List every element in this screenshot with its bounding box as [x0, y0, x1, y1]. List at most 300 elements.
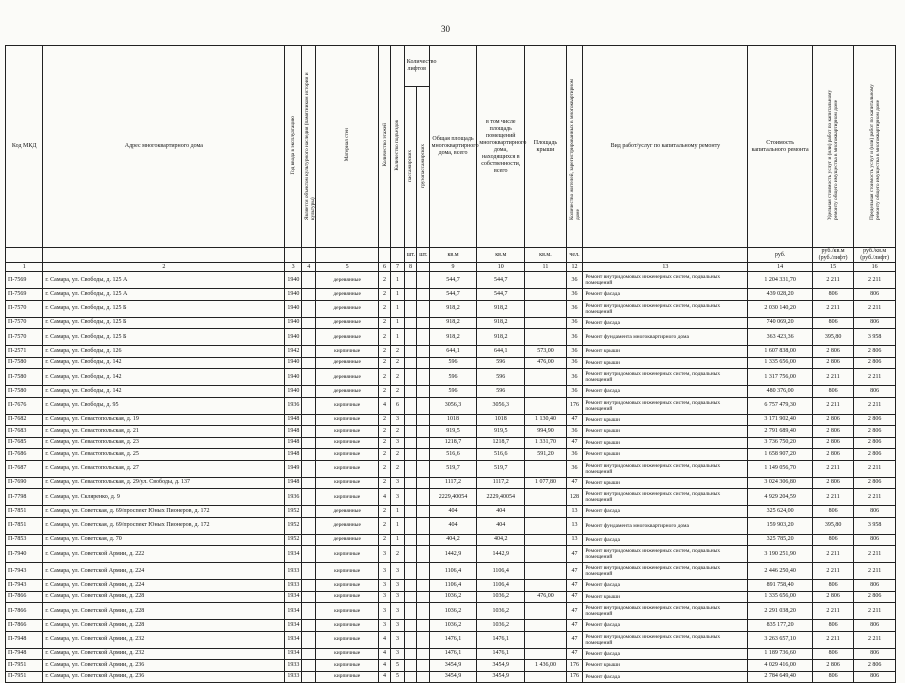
lifts-cargo-cell: [417, 369, 429, 386]
entrances-cell: 1: [391, 317, 405, 329]
lifts-pass-cell: [404, 591, 416, 603]
heritage-cell: [301, 460, 316, 477]
lifts-pass-cell: [404, 648, 416, 660]
residents-cell: 47: [566, 620, 583, 632]
area-total-cell: 1106,4: [429, 580, 477, 592]
table-row: [6, 620, 896, 632]
col-lifts-header: Количество лифтов: [404, 46, 429, 87]
col-lifts-cargo-header: грузопассажирских: [419, 143, 426, 188]
work-cell: Ремонт внутридомовых инженерных систем, подвальных помещений: [583, 397, 748, 414]
floors-cell: 3: [378, 620, 390, 632]
lifts-cargo-cell: [417, 460, 429, 477]
area-total-cell: 516,6: [429, 449, 477, 461]
heritage-cell: [301, 300, 316, 317]
limit-cost-cell: 2 211: [854, 460, 896, 477]
unit-cost-cell: 2 211: [812, 546, 854, 563]
year-cell: 1940: [285, 369, 302, 386]
col-area-owned-header: в том числе площадь помещений многоквартирного дома, находящихся в собственности, всего: [477, 46, 525, 248]
area-owned-cell: 1476,1: [477, 631, 525, 648]
table-row: [6, 517, 896, 534]
unit-cost-cell: 395,80: [812, 329, 854, 346]
lifts-cargo-cell: [417, 660, 429, 672]
residents-cell: 13: [566, 534, 583, 546]
area-owned-cell: 918,2: [477, 317, 525, 329]
column-number: 14: [748, 263, 812, 272]
heritage-cell: [301, 426, 316, 438]
table-row: [6, 489, 896, 506]
roof-cell: 591,20: [525, 449, 567, 461]
unit-cost-cell: 2 211: [812, 603, 854, 620]
area-owned-cell: 404: [477, 517, 525, 534]
heritage-cell: [301, 506, 316, 518]
address-cell: г. Самара, ул. Свободы, д. 142: [43, 386, 285, 398]
area-total-cell: 644,1: [429, 346, 477, 358]
limit-cost-cell: 2 211: [854, 397, 896, 414]
roof-cell: [525, 289, 567, 301]
limit-cost-cell: 806: [854, 580, 896, 592]
lifts-pass-cell: [404, 289, 416, 301]
year-cell: 1933: [285, 671, 302, 683]
address-cell: г. Самара, ул. Советской Армии, д. 236: [43, 660, 285, 672]
lifts-cargo-cell: [417, 477, 429, 489]
area-owned-cell: 644,1: [477, 346, 525, 358]
table-row: [6, 272, 896, 289]
area-owned-cell: 1106,4: [477, 563, 525, 580]
cost-cell: 1 189 736,60: [748, 648, 812, 660]
code-cell: П-7682: [6, 414, 43, 426]
code-cell: П-7866: [6, 620, 43, 632]
lifts-cargo-cell: [417, 603, 429, 620]
code-cell: П-7951: [6, 671, 43, 683]
lifts-pass-cell: [404, 620, 416, 632]
table-row: [6, 426, 896, 438]
address-cell: г. Самара, ул. Советской Армии, д. 228: [43, 591, 285, 603]
area-total-cell: 1036,2: [429, 603, 477, 620]
area-total-cell: 1018: [429, 414, 477, 426]
address-cell: г. Самара, ул. Советская, д. 70: [43, 534, 285, 546]
address-cell: г. Самара, ул. Советской Армии, д. 222: [43, 546, 285, 563]
lifts-pass-cell: [404, 386, 416, 398]
work-cell: Ремонт фундамента многоквартирного дома: [583, 329, 748, 346]
work-cell: Ремонт фасада: [583, 317, 748, 329]
residents-cell: 36: [566, 317, 583, 329]
heritage-cell: [301, 414, 316, 426]
code-cell: П-7570: [6, 329, 43, 346]
cost-cell: 4 029 416,00: [748, 660, 812, 672]
entrances-cell: 2: [391, 346, 405, 358]
limit-cost-cell: 806: [854, 534, 896, 546]
residents-cell: 47: [566, 603, 583, 620]
unit-cost-cell: 2 806: [812, 357, 854, 369]
year-cell: 1936: [285, 397, 302, 414]
limit-cost-cell: 806: [854, 620, 896, 632]
heritage-cell: [301, 449, 316, 461]
material-cell: кирпичные: [316, 603, 378, 620]
entrances-cell: 5: [391, 660, 405, 672]
lifts-cargo-cell: [417, 437, 429, 449]
unit-cost-cell: 2 211: [812, 631, 854, 648]
address-cell: г. Самара, ул. Севастопольская, д. 25: [43, 449, 285, 461]
area-total-cell: 596: [429, 386, 477, 398]
area-total-cell: 519,7: [429, 460, 477, 477]
area-total-cell: 918,2: [429, 317, 477, 329]
limit-cost-cell: 2 806: [854, 414, 896, 426]
lifts-cargo-cell: [417, 546, 429, 563]
cost-cell: 1 204 331,70: [748, 272, 812, 289]
residents-cell: 47: [566, 591, 583, 603]
column-number: 12: [566, 263, 583, 272]
area-total-cell: 1476,1: [429, 631, 477, 648]
unit-area-owned: кв.м: [477, 248, 525, 263]
lifts-pass-cell: [404, 671, 416, 683]
area-total-cell: 3454,9: [429, 660, 477, 672]
address-cell: г. Самара, ул. Севастопольская, д. 21: [43, 426, 285, 438]
column-number: 11: [525, 263, 567, 272]
table-row: [6, 506, 896, 518]
floors-cell: 4: [378, 489, 390, 506]
cost-cell: 363 423,36: [748, 329, 812, 346]
area-owned-cell: 1218,7: [477, 437, 525, 449]
code-cell: П-7580: [6, 357, 43, 369]
cost-cell: 2 446 250,40: [748, 563, 812, 580]
code-cell: П-7580: [6, 369, 43, 386]
unit-cost-cell: 806: [812, 317, 854, 329]
limit-cost-cell: 3 958: [854, 329, 896, 346]
year-cell: 1934: [285, 591, 302, 603]
heritage-cell: [301, 369, 316, 386]
material-cell: деревянные: [316, 357, 378, 369]
address-cell: г. Самара, ул. Советской Армии, д. 224: [43, 563, 285, 580]
limit-cost-cell: 2 806: [854, 357, 896, 369]
heritage-cell: [301, 289, 316, 301]
lifts-cargo-cell: [417, 289, 429, 301]
roof-cell: [525, 671, 567, 683]
address-cell: г. Самара, ул. Севастопольская, д. 29/ул. Свободы, д. 137: [43, 477, 285, 489]
unit-lifts-cargo: шт.: [417, 248, 429, 263]
table-body: [6, 272, 896, 683]
floors-cell: 2: [378, 317, 390, 329]
entrances-cell: 3: [391, 477, 405, 489]
residents-cell: 36: [566, 460, 583, 477]
lifts-pass-cell: [404, 397, 416, 414]
work-cell: Ремонт крыши: [583, 426, 748, 438]
area-total-cell: 2229,40054: [429, 489, 477, 506]
residents-cell: 36: [566, 329, 583, 346]
unit-cost-cell: 806: [812, 580, 854, 592]
roof-cell: 476,00: [525, 591, 567, 603]
material-cell: кирпичные: [316, 563, 378, 580]
floors-cell: 2: [378, 346, 390, 358]
cost-cell: 6 757 479,30: [748, 397, 812, 414]
area-owned-cell: 918,2: [477, 329, 525, 346]
work-cell: Ремонт крыши: [583, 449, 748, 461]
floors-cell: 2: [378, 329, 390, 346]
col-unit-cost-header: Удельная стоимость услуг и (или) работ по капитальному ремонту общего имущества в многоквартирном доме: [827, 89, 840, 220]
year-cell: 1952: [285, 506, 302, 518]
area-owned-cell: 596: [477, 369, 525, 386]
floors-cell: 3: [378, 591, 390, 603]
floors-cell: 2: [378, 369, 390, 386]
code-cell: П-7570: [6, 300, 43, 317]
material-cell: кирпичные: [316, 346, 378, 358]
code-cell: П-7683: [6, 426, 43, 438]
heritage-cell: [301, 671, 316, 683]
address-cell: г. Самара, ул. Советской Армии, д. 228: [43, 603, 285, 620]
address-cell: г. Самара, ул. Свободы, д. 125 Б: [43, 329, 285, 346]
area-owned-cell: 1036,2: [477, 620, 525, 632]
entrances-cell: 2: [391, 386, 405, 398]
cost-cell: 3 024 306,80: [748, 477, 812, 489]
limit-cost-cell: 2 806: [854, 449, 896, 461]
table-row: [6, 591, 896, 603]
heritage-cell: [301, 648, 316, 660]
code-cell: П-7948: [6, 648, 43, 660]
unit-area-total: кв.м: [429, 248, 477, 263]
limit-cost-cell: 2 211: [854, 369, 896, 386]
lifts-pass-cell: [404, 580, 416, 592]
address-cell: г. Самара, ул. Советской Армии, д. 232: [43, 648, 285, 660]
column-number: 16: [854, 263, 896, 272]
lifts-pass-cell: [404, 414, 416, 426]
unit-lifts-pass: шт.: [404, 248, 416, 263]
heritage-cell: [301, 563, 316, 580]
heritage-cell: [301, 386, 316, 398]
material-cell: кирпичные: [316, 414, 378, 426]
area-owned-cell: 596: [477, 386, 525, 398]
unit-cost-cell: 2 211: [812, 563, 854, 580]
work-cell: Ремонт крыши: [583, 437, 748, 449]
unit-cost-cell: 395,80: [812, 517, 854, 534]
address-cell: г. Самара, ул. Свободы, д. 95: [43, 397, 285, 414]
area-total-cell: 918,2: [429, 329, 477, 346]
lifts-pass-cell: [404, 426, 416, 438]
lifts-cargo-cell: [417, 414, 429, 426]
heritage-cell: [301, 580, 316, 592]
limit-cost-cell: 3 958: [854, 517, 896, 534]
roof-cell: [525, 603, 567, 620]
lifts-pass-cell: [404, 317, 416, 329]
limit-cost-cell: 2 211: [854, 272, 896, 289]
code-cell: П-2571: [6, 346, 43, 358]
year-cell: 1934: [285, 603, 302, 620]
entrances-cell: 5: [391, 671, 405, 683]
address-cell: г. Самара, ул. Советской Армии, д. 228: [43, 620, 285, 632]
floors-cell: 4: [378, 397, 390, 414]
area-owned-cell: 1442,9: [477, 546, 525, 563]
address-cell: г. Самара, ул. Советской Армии, д. 232: [43, 631, 285, 648]
unit-cost-cell: 806: [812, 671, 854, 683]
heritage-cell: [301, 272, 316, 289]
residents-cell: 36: [566, 426, 583, 438]
year-cell: 1934: [285, 648, 302, 660]
floors-cell: 4: [378, 631, 390, 648]
residents-cell: 36: [566, 357, 583, 369]
floors-cell: 3: [378, 603, 390, 620]
column-number: 9: [429, 263, 477, 272]
column-number: 1: [6, 263, 43, 272]
entrances-cell: 1: [391, 506, 405, 518]
code-cell: П-7580: [6, 386, 43, 398]
lifts-pass-cell: [404, 460, 416, 477]
col-cost-header: Стоимость капитального ремонта: [748, 46, 812, 248]
table-row: [6, 580, 896, 592]
lifts-pass-cell: [404, 437, 416, 449]
unit-roof: кв.м.: [525, 248, 567, 263]
col-entrances-header: Количество подъездов: [394, 119, 401, 171]
lifts-pass-cell: [404, 369, 416, 386]
column-numbers-row: [6, 263, 896, 272]
material-cell: кирпичные: [316, 397, 378, 414]
lifts-cargo-cell: [417, 580, 429, 592]
code-cell: П-7940: [6, 546, 43, 563]
year-cell: 1948: [285, 437, 302, 449]
floors-cell: 2: [378, 272, 390, 289]
limit-cost-cell: 806: [854, 317, 896, 329]
col-work-header: Вид работ/услуг по капитальному ремонту: [583, 46, 748, 248]
entrances-cell: 3: [391, 563, 405, 580]
area-owned-cell: 1476,1: [477, 648, 525, 660]
entrances-cell: 2: [391, 369, 405, 386]
work-cell: Ремонт внутридомовых инженерных систем, подвальных помещений: [583, 546, 748, 563]
cost-cell: 835 177,20: [748, 620, 812, 632]
limit-cost-cell: 806: [854, 386, 896, 398]
limit-cost-cell: 2 806: [854, 477, 896, 489]
col-limit-cost-header: Предельная стоимость услуг и (или) работ по капитальному ремонту общего имущества в многоквартирном доме: [868, 84, 881, 220]
address-cell: г. Самара, ул. Севастопольская, д. 27: [43, 460, 285, 477]
material-cell: кирпичные: [316, 671, 378, 683]
area-total-cell: 544,7: [429, 289, 477, 301]
heritage-cell: [301, 517, 316, 534]
address-cell: г. Самара, ул. Свободы, д. 125 А: [43, 272, 285, 289]
address-cell: г. Самара, ул. Скляренко, д. 9: [43, 489, 285, 506]
area-total-cell: 3454,9: [429, 671, 477, 683]
lifts-pass-cell: [404, 660, 416, 672]
area-total-cell: 544,7: [429, 272, 477, 289]
residents-cell: 176: [566, 397, 583, 414]
table-row: [6, 414, 896, 426]
entrances-cell: 2: [391, 449, 405, 461]
cost-cell: 1 317 756,00: [748, 369, 812, 386]
lifts-pass-cell: [404, 546, 416, 563]
col-year-header: Год ввода в эксплуатацию: [290, 115, 297, 175]
roof-cell: [525, 272, 567, 289]
col-roof-header: Площадь крыши: [525, 46, 567, 248]
year-cell: 1948: [285, 449, 302, 461]
table-row: [6, 289, 896, 301]
material-cell: кирпичные: [316, 660, 378, 672]
entrances-cell: 2: [391, 460, 405, 477]
limit-cost-cell: 2 211: [854, 300, 896, 317]
code-cell: П-7943: [6, 580, 43, 592]
year-cell: 1952: [285, 534, 302, 546]
address-cell: г. Самара, ул. Севастопольская, д. 19: [43, 414, 285, 426]
year-cell: 1933: [285, 580, 302, 592]
lifts-cargo-cell: [417, 346, 429, 358]
code-cell: П-7948: [6, 631, 43, 648]
year-cell: 1934: [285, 546, 302, 563]
roof-cell: 1 077,80: [525, 477, 567, 489]
year-cell: 1948: [285, 477, 302, 489]
residents-cell: 47: [566, 580, 583, 592]
material-cell: деревянные: [316, 369, 378, 386]
limit-cost-cell: 2 211: [854, 546, 896, 563]
material-cell: кирпичные: [316, 620, 378, 632]
limit-cost-cell: 806: [854, 289, 896, 301]
table-row: [6, 534, 896, 546]
area-total-cell: 3056,3: [429, 397, 477, 414]
unit-cost-cell: 806: [812, 620, 854, 632]
entrances-cell: 1: [391, 272, 405, 289]
lifts-pass-cell: [404, 517, 416, 534]
unit-cost-cell: 2 806: [812, 426, 854, 438]
residents-cell: 47: [566, 546, 583, 563]
lifts-cargo-cell: [417, 489, 429, 506]
roof-cell: 1 436,00: [525, 660, 567, 672]
entrances-cell: 1: [391, 329, 405, 346]
work-cell: Ремонт крыши: [583, 591, 748, 603]
heritage-cell: [301, 660, 316, 672]
material-cell: деревянные: [316, 289, 378, 301]
heritage-cell: [301, 477, 316, 489]
area-owned-cell: 1106,4: [477, 580, 525, 592]
work-cell: Ремонт фундамента многоквартирного дома: [583, 517, 748, 534]
table-row: [6, 563, 896, 580]
material-cell: деревянные: [316, 517, 378, 534]
entrances-cell: 3: [391, 489, 405, 506]
residents-cell: 128: [566, 489, 583, 506]
code-cell: П-7569: [6, 272, 43, 289]
lifts-cargo-cell: [417, 272, 429, 289]
lifts-cargo-cell: [417, 620, 429, 632]
year-cell: 1934: [285, 620, 302, 632]
lifts-cargo-cell: [417, 563, 429, 580]
heritage-cell: [301, 317, 316, 329]
work-cell: Ремонт фасада: [583, 289, 748, 301]
code-cell: П-7687: [6, 460, 43, 477]
year-cell: 1940: [285, 386, 302, 398]
unit-cost: руб.: [748, 248, 812, 263]
col-address-header: Адрес многоквартирного дома: [43, 46, 285, 248]
area-total-cell: 1036,2: [429, 591, 477, 603]
roof-cell: [525, 620, 567, 632]
roof-cell: [525, 460, 567, 477]
year-cell: 1940: [285, 272, 302, 289]
unit-cost-cell: 2 211: [812, 369, 854, 386]
lifts-pass-cell: [404, 489, 416, 506]
lifts-cargo-cell: [417, 397, 429, 414]
material-cell: деревянные: [316, 329, 378, 346]
residents-cell: 47: [566, 414, 583, 426]
floors-cell: 4: [378, 660, 390, 672]
area-total-cell: 404: [429, 506, 477, 518]
entrances-cell: 3: [391, 648, 405, 660]
limit-cost-cell: 2 806: [854, 426, 896, 438]
year-cell: 1940: [285, 317, 302, 329]
floors-cell: 2: [378, 517, 390, 534]
area-owned-cell: 1036,2: [477, 591, 525, 603]
header-row: [6, 46, 896, 87]
roof-cell: [525, 631, 567, 648]
code-cell: П-7676: [6, 397, 43, 414]
lifts-cargo-cell: [417, 317, 429, 329]
work-cell: Ремонт крыши: [583, 357, 748, 369]
area-owned-cell: 596: [477, 357, 525, 369]
table-row: [6, 631, 896, 648]
year-cell: 1940: [285, 329, 302, 346]
residents-cell: 47: [566, 437, 583, 449]
cost-cell: 3 736 750,20: [748, 437, 812, 449]
roof-cell: [525, 369, 567, 386]
